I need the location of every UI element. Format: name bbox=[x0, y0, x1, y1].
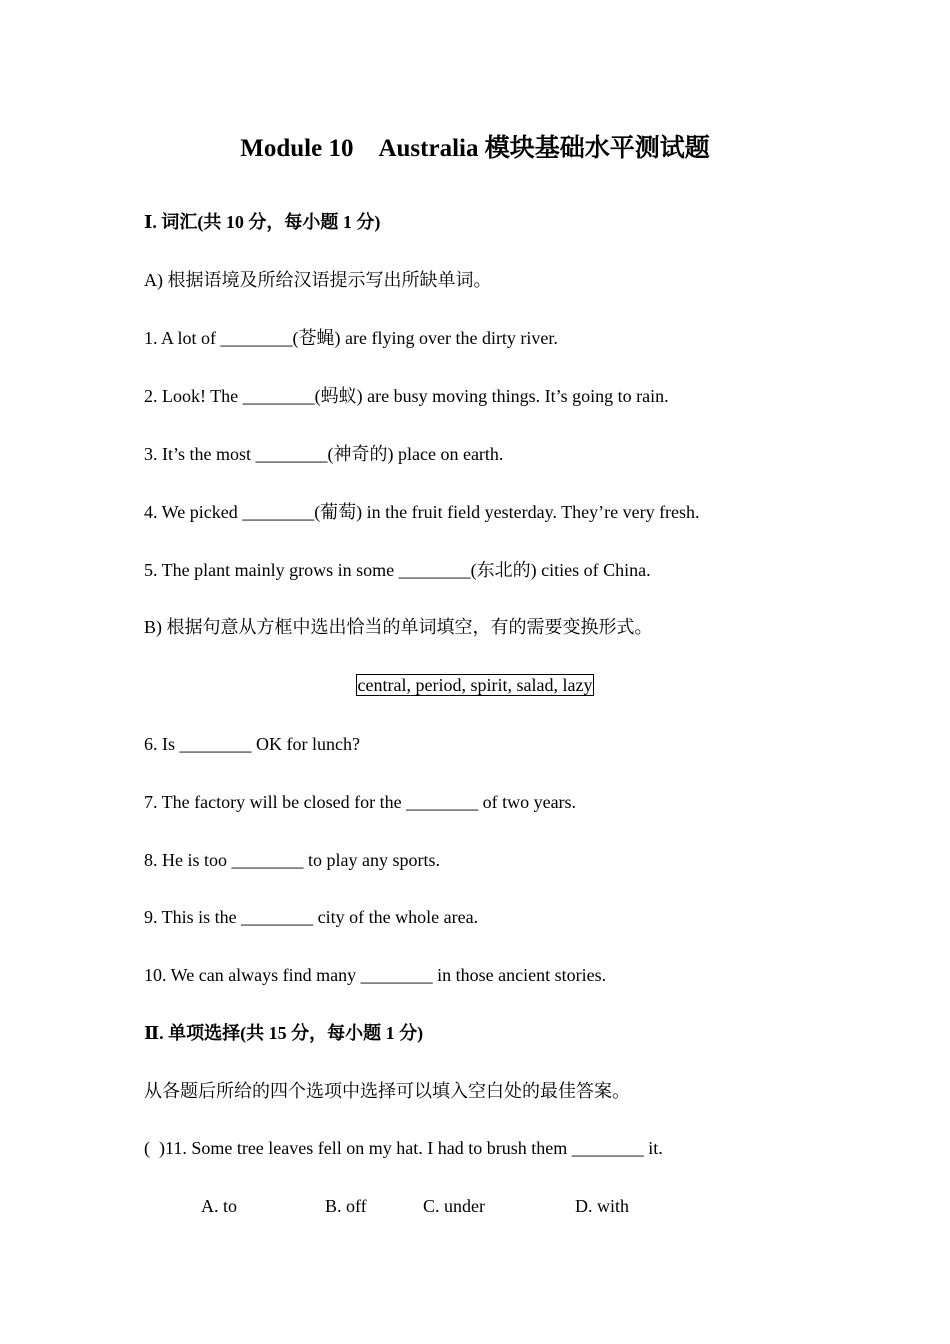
section-number: Ⅰ. bbox=[144, 212, 157, 232]
option-c: C. under bbox=[423, 1196, 485, 1216]
question-item: 6. Is ________ OK for lunch? bbox=[144, 734, 360, 754]
section-heading-text: 词汇(共 10 分，每小题 1 分) bbox=[156, 212, 381, 232]
option-d: D. with bbox=[575, 1196, 629, 1216]
question-item: 4. We picked ________(葡萄) in the fruit field yesterday. They’re very fresh. bbox=[144, 502, 700, 522]
page-title: Module 10 Australia 模块基础水平测试题 bbox=[240, 135, 710, 162]
question-item: 5. The plant mainly grows in some ________(东北的) cities of China. bbox=[144, 560, 651, 580]
section-number: Ⅱ. bbox=[144, 1023, 164, 1043]
question-item: 7. The factory will be closed for the ________ of two years. bbox=[144, 792, 577, 812]
question-item: 3. It’s the most ________(神奇的) place on earth. bbox=[144, 444, 504, 464]
question-item: 1. A lot of ________(苍蝇) are flying over the dirty river. bbox=[144, 328, 558, 348]
section-instruction: 从各题后所给的四个选项中选择可以填入空白处的最佳答案。 bbox=[144, 1081, 630, 1101]
option-a: A. to bbox=[201, 1196, 237, 1216]
section-heading-text: 单项选择(共 15 分，每小题 1 分) bbox=[163, 1023, 424, 1043]
word-box-text: central, period, spirit, salad, lazy bbox=[357, 675, 593, 695]
question-item: 9. This is the ________ city of the whole area. bbox=[144, 907, 479, 927]
question-item: 10. We can always find many ________ in those ancient stories. bbox=[144, 965, 607, 985]
question-item: ( )11. Some tree leaves fell on my hat. I had to brush them ________ it. bbox=[144, 1138, 663, 1158]
option-b: B. off bbox=[325, 1196, 367, 1216]
question-item: 8. He is too ________ to play any sports. bbox=[144, 850, 440, 870]
word-box bbox=[0, 673, 950, 697]
question-item: 2. Look! The ________(蚂蚁) are busy moving things. It’s going to rain. bbox=[144, 386, 669, 406]
section-heading-multiple-choice bbox=[144, 1021, 423, 1045]
section-heading-vocabulary bbox=[144, 210, 380, 234]
part-b-instruction: B) 根据句意从方框中选出恰当的单词填空，有的需要变换形式。 bbox=[144, 617, 653, 637]
part-a-instruction: A) 根据语境及所给汉语提示写出所缺单词。 bbox=[144, 270, 492, 290]
